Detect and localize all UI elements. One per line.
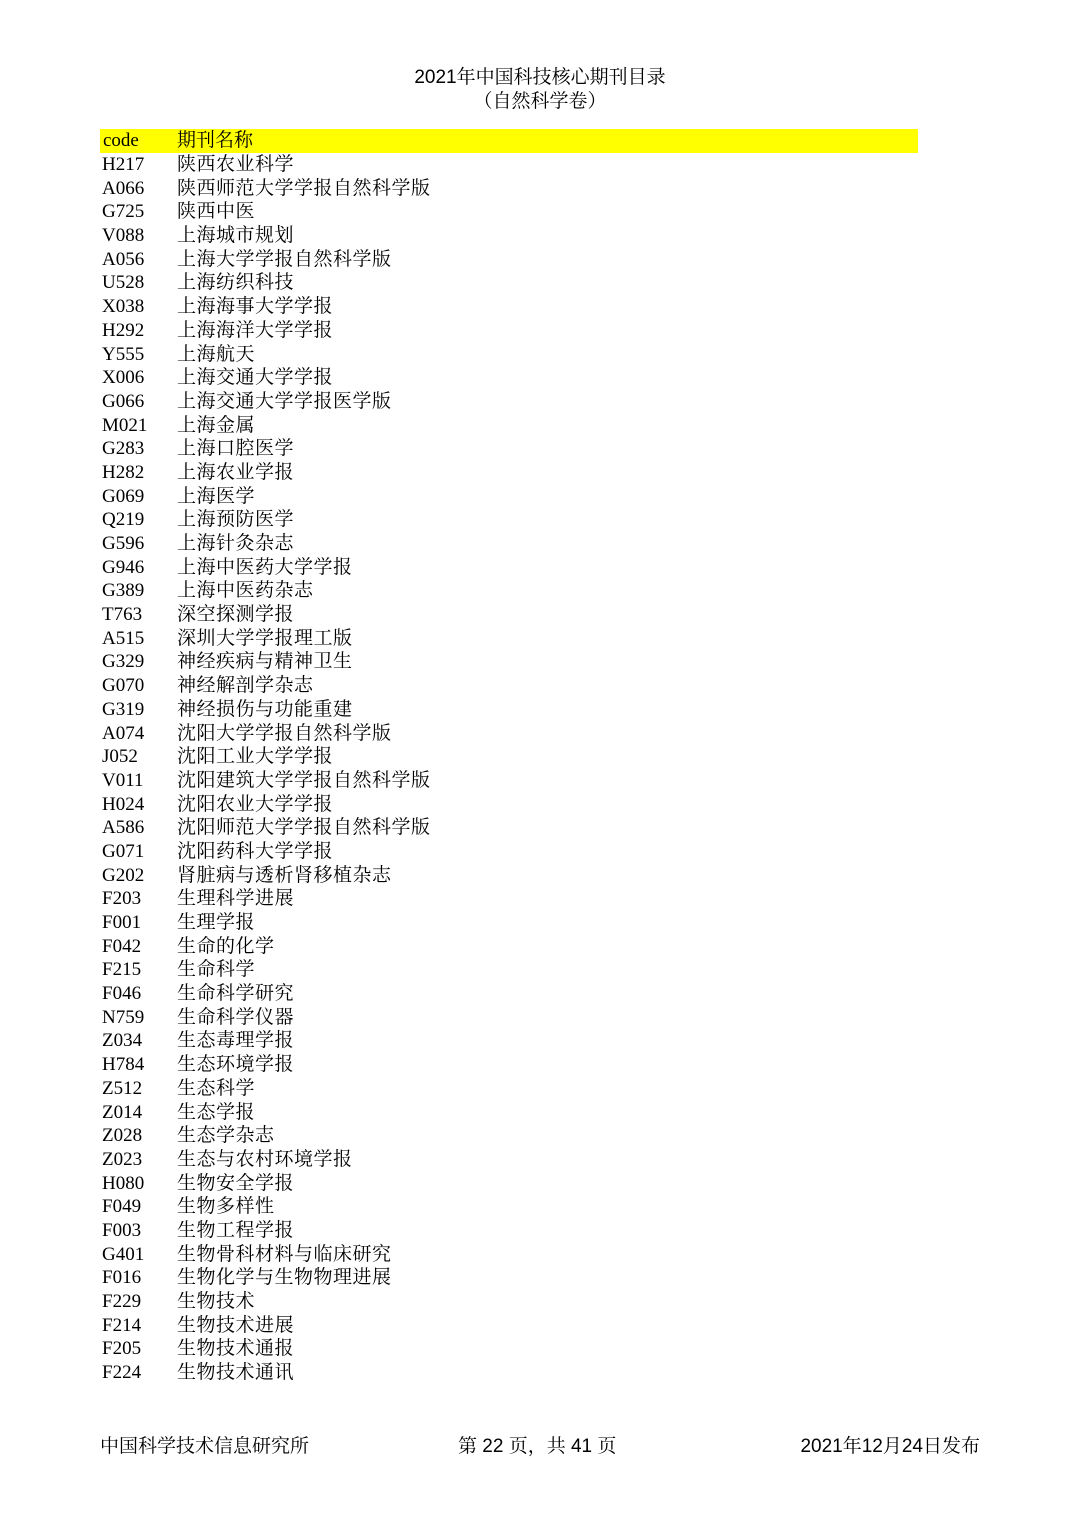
journal-name: 生物技术进展: [177, 1314, 295, 1336]
table-row: [100, 1243, 918, 1267]
journal-name: 生命的化学: [177, 935, 275, 957]
journal-name: 上海交通大学学报: [177, 367, 334, 389]
journal-name: 生命科学仪器: [177, 1006, 295, 1028]
journal-name: 生物技术通报: [177, 1338, 295, 1360]
table-row: [100, 1124, 918, 1148]
table-row: [100, 437, 918, 461]
journal-code: G202: [102, 864, 145, 886]
table-row: [100, 816, 918, 840]
table-row: [100, 532, 918, 556]
table-row: [100, 603, 918, 627]
journal-code: Z028: [102, 1125, 143, 1147]
journal-code: G319: [102, 698, 145, 720]
journal-code: Y555: [102, 343, 145, 365]
journal-code: F224: [102, 1362, 142, 1384]
journal-code: F203: [102, 888, 142, 910]
journal-code: X038: [102, 296, 145, 318]
journal-code: G329: [102, 651, 145, 673]
table-row: [100, 840, 918, 864]
journal-list: [100, 153, 918, 1385]
journal-name: 上海大学学报自然科学版: [177, 248, 392, 270]
table-row: [100, 579, 918, 603]
header-journal-name: 期刊名称: [177, 130, 254, 151]
journal-code: F003: [102, 1219, 142, 1241]
journal-name: 生物安全学报: [177, 1172, 295, 1194]
journal-name: 上海农业学报: [177, 461, 295, 483]
table-row: [100, 461, 918, 485]
journal-code: H282: [102, 461, 145, 483]
table-row: [100, 414, 918, 438]
page-footer: [0, 1435, 1080, 1459]
table-row: [100, 271, 918, 295]
journal-name: 沈阳建筑大学学报自然科学版: [177, 769, 431, 791]
journal-name: 神经损伤与功能重建: [177, 698, 353, 720]
footer-page-info: 第 22 页，共 41 页: [458, 1436, 617, 1457]
table-row: [100, 1266, 918, 1290]
table-row: [100, 1006, 918, 1030]
journal-name: 沈阳药科大学学报: [177, 840, 334, 862]
table-row: [100, 1314, 918, 1338]
journal-code: H024: [102, 793, 145, 815]
document-subtitle: （自然科学卷）: [473, 91, 607, 112]
footer-release-date: 2021年12月24日发布: [800, 1436, 980, 1457]
journal-code: Z014: [102, 1101, 143, 1123]
table-row: [100, 343, 918, 367]
journal-name: 神经解剖学杂志: [177, 675, 314, 697]
table-row: [100, 911, 918, 935]
journal-code: A515: [102, 627, 145, 649]
journal-code: F042: [102, 935, 142, 957]
table-row: [100, 1172, 918, 1196]
journal-name: 神经疾病与精神卫生: [177, 651, 353, 673]
table-row: [100, 177, 918, 201]
journal-code: Z023: [102, 1148, 143, 1170]
table-row: [100, 1219, 918, 1243]
journal-code: G725: [102, 201, 145, 223]
footer-publisher: 中国科学技术信息研究所: [100, 1436, 310, 1457]
journal-code: Z034: [102, 1030, 143, 1052]
journal-name: 上海金属: [177, 414, 256, 436]
journal-code: H292: [102, 319, 145, 341]
table-row: [100, 224, 918, 248]
journal-code: X006: [102, 367, 145, 389]
table-row: [100, 1148, 918, 1172]
table-row: [100, 153, 918, 177]
table-row: [100, 508, 918, 532]
journal-name: 生物化学与生物物理进展: [177, 1267, 392, 1289]
journal-code: G946: [102, 556, 145, 578]
table-row: [100, 698, 918, 722]
journal-name: 生物技术: [177, 1291, 256, 1312]
journal-code: V011: [102, 769, 144, 791]
journal-code: A074: [102, 722, 145, 744]
table-row: [100, 366, 918, 390]
journal-name: 生理学报: [177, 912, 256, 933]
journal-code: J052: [102, 746, 138, 768]
journal-code: F001: [102, 912, 142, 933]
journal-code: F016: [102, 1267, 142, 1289]
table-row: [100, 769, 918, 793]
document-title: 2021年中国科技核心期刊目录: [414, 67, 666, 88]
journal-code: H080: [102, 1172, 145, 1194]
journal-code: G389: [102, 580, 145, 602]
table-row: [100, 556, 918, 580]
journal-code: G071: [102, 840, 145, 862]
table-row: [100, 295, 918, 319]
journal-code: F215: [102, 959, 142, 981]
table-row: [100, 674, 918, 698]
journal-name: 生物多样性: [177, 1196, 275, 1218]
journal-name: 上海海事大学学报: [177, 296, 334, 318]
header-code: code: [103, 130, 139, 151]
journal-name: 上海纺织科技: [177, 272, 295, 294]
journal-code: G596: [102, 533, 145, 554]
journal-name: 陕西农业科学: [177, 154, 295, 175]
table-row: [100, 793, 918, 817]
journal-name: 生态科学: [177, 1077, 256, 1099]
journal-name: 上海中医药杂志: [177, 580, 314, 602]
journal-name: 生物工程学报: [177, 1219, 295, 1241]
journal-name: 生态与农村环境学报: [177, 1148, 353, 1170]
journal-name: 上海中医药大学学报: [177, 556, 353, 578]
table-row: [100, 1053, 918, 1077]
journal-name: 上海医学: [177, 485, 256, 507]
journal-code: A066: [102, 177, 145, 199]
table-row: [100, 1101, 918, 1125]
journal-name: 上海针灸杂志: [177, 533, 295, 554]
table-row: [100, 1361, 918, 1385]
journal-name: 生态环境学报: [177, 1054, 295, 1076]
journal-code: N759: [102, 1006, 145, 1028]
journal-name: 生命科学研究: [177, 983, 295, 1005]
journal-name: 上海海洋大学学报: [177, 319, 334, 341]
table-row: [100, 1077, 918, 1101]
table-row: [100, 200, 918, 224]
journal-code: M021: [102, 414, 148, 436]
journal-name: 沈阳工业大学学报: [177, 746, 334, 768]
table-row: [100, 887, 918, 911]
journal-name: 生态学杂志: [177, 1125, 275, 1147]
journal-name: 陕西中医: [177, 201, 256, 223]
journal-code: Q219: [102, 509, 145, 531]
journal-code: U528: [102, 272, 145, 294]
journal-name: 生态学报: [177, 1101, 256, 1123]
journal-name: 深空探测学报: [177, 604, 295, 626]
journal-name: 生命科学: [177, 959, 256, 981]
journal-code: H784: [102, 1054, 145, 1076]
journal-code: F049: [102, 1196, 142, 1218]
table-row: [100, 958, 918, 982]
table-row: [100, 982, 918, 1006]
journal-code: H217: [102, 154, 145, 175]
journal-code: F214: [102, 1314, 142, 1336]
table-row: [100, 935, 918, 959]
journal-name: 沈阳农业大学学报: [177, 793, 334, 815]
table-row: [100, 319, 918, 343]
journal-code: F229: [102, 1291, 142, 1312]
journal-name: 生态毒理学报: [177, 1030, 295, 1052]
table-row: [100, 1195, 918, 1219]
journal-name: 沈阳大学学报自然科学版: [177, 722, 392, 744]
table-row: [100, 627, 918, 651]
journal-name: 上海城市规划: [177, 225, 295, 247]
table-row: [100, 722, 918, 746]
journal-name: 上海航天: [177, 343, 256, 365]
table-row: [100, 248, 918, 272]
table-row: [100, 1337, 918, 1361]
journal-name: 陕西师范大学学报自然科学版: [177, 177, 431, 199]
journal-code: A056: [102, 248, 145, 270]
journal-name: 生物骨科材料与临床研究: [177, 1243, 392, 1265]
journal-code: A586: [102, 817, 145, 839]
table-row: [100, 745, 918, 769]
journal-name: 生物技术通讯: [177, 1362, 295, 1384]
table-row: [100, 864, 918, 888]
journal-code: G283: [102, 438, 145, 460]
journal-code: Z512: [102, 1077, 143, 1099]
journal-code: G070: [102, 675, 145, 697]
table-row: [100, 650, 918, 674]
journal-code: G066: [102, 390, 145, 412]
table-header-row: [100, 129, 918, 153]
journal-name: 上海口腔医学: [177, 438, 295, 460]
journal-name: 沈阳师范大学学报自然科学版: [177, 817, 431, 839]
journal-code: G401: [102, 1243, 145, 1265]
journal-code: F205: [102, 1338, 142, 1360]
journal-name: 上海交通大学学报医学版: [177, 390, 392, 412]
table-row: [100, 390, 918, 414]
table-row: [100, 1290, 918, 1314]
journal-code: F046: [102, 983, 142, 1005]
table-row: [100, 485, 918, 509]
journal-name: 上海预防医学: [177, 509, 295, 531]
journal-code: V088: [102, 225, 145, 247]
table-row: [100, 1029, 918, 1053]
journal-name: 肾脏病与透析肾移植杂志: [177, 864, 392, 886]
journal-name: 生理科学进展: [177, 888, 295, 910]
journal-code: G069: [102, 485, 145, 507]
journal-code: T763: [102, 604, 143, 626]
journal-name: 深圳大学学报理工版: [177, 627, 353, 649]
